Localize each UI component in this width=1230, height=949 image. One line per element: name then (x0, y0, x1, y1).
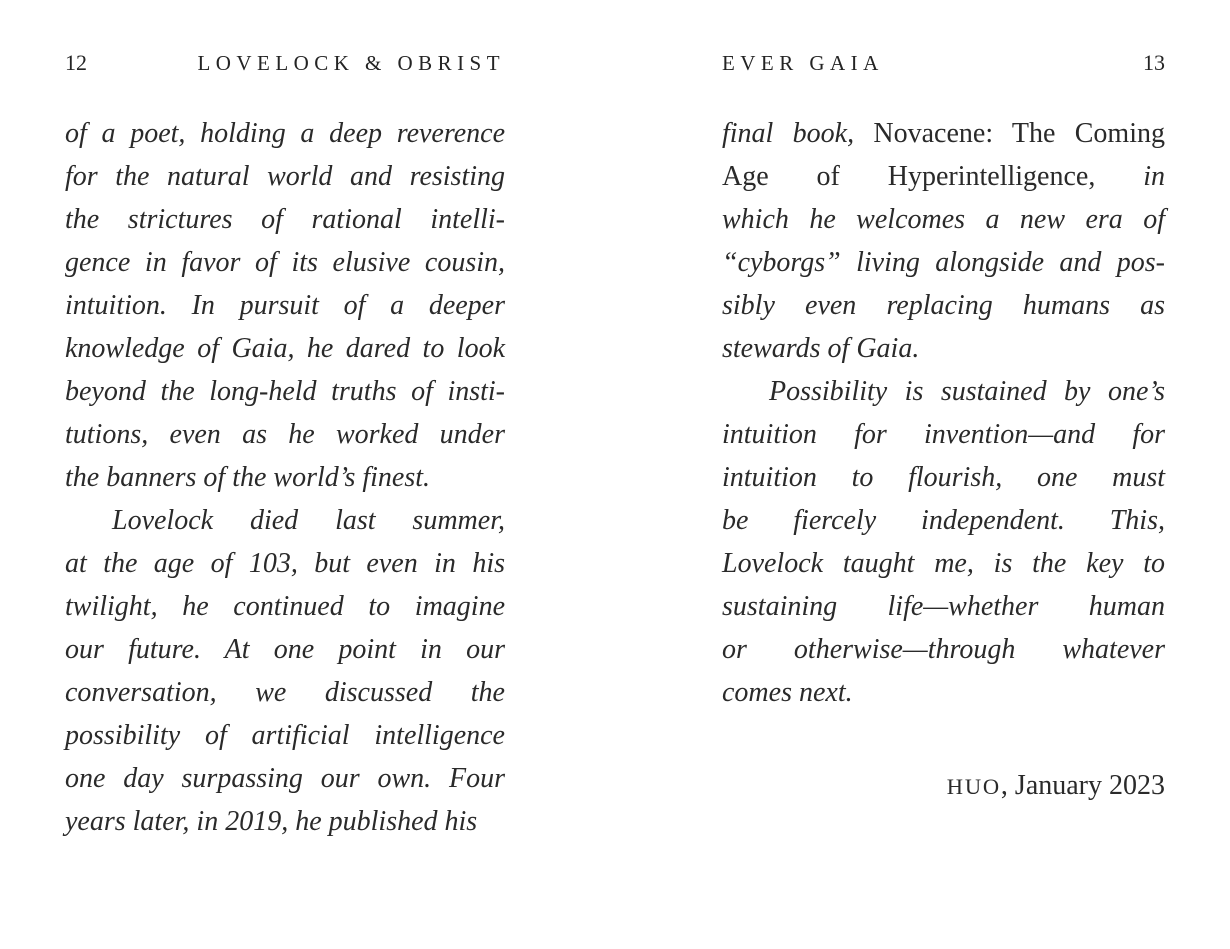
text-line (722, 499, 1165, 542)
italic-text-segment: which he welcomes a new era of (722, 204, 1165, 235)
text-line (65, 370, 505, 413)
signature-initials: HUO (946, 774, 1001, 799)
italic-text-segment: Lovelock taught me, is the key to (722, 548, 1165, 579)
italic-text-segment: of a poet, holding a deep reverence (65, 118, 505, 149)
text-line (65, 714, 505, 757)
italic-text-segment: intuition for invention—and for (722, 419, 1165, 450)
italic-text-segment: be fiercely independent. This, (722, 505, 1165, 536)
text-line (722, 456, 1165, 499)
right-page-body-text (722, 112, 1165, 807)
italic-text-segment: sustaining life—whether human (722, 591, 1165, 622)
text-line (65, 327, 505, 370)
left-page-header (65, 50, 505, 76)
italic-text-segment: comes next. (722, 677, 853, 708)
italic-text-segment: twilight, he continued to imagine (65, 591, 505, 622)
italic-text-segment: tutions, even as he worked under (65, 419, 505, 450)
text-line (65, 628, 505, 671)
running-head: EVER GAIA (722, 51, 884, 75)
italic-text-segment: “cyborgs” living alongside and pos- (722, 247, 1165, 278)
italic-text-segment: the strictures of rational intelli- (65, 204, 505, 235)
text-line (722, 585, 1165, 628)
italic-text-segment: our future. At one point in our (65, 634, 505, 665)
running-head: LOVELOCK & OBRIST (197, 51, 505, 75)
text-line (65, 456, 505, 499)
text-line (65, 585, 505, 628)
italic-text-segment: at the age of 103, but even in his (65, 548, 505, 579)
page-number: 12 (65, 50, 87, 75)
right-page-header (722, 50, 1165, 76)
italic-text-segment: gence in favor of its elusive cousin, (65, 247, 505, 278)
italic-text-segment: in (1095, 161, 1165, 192)
italic-text-segment: possibility of artificial intelligence (65, 720, 505, 751)
roman-text-segment: Age of Hyperintelligence, (722, 161, 1096, 192)
text-line (722, 198, 1165, 241)
italic-text-segment: intuition. In pursuit of a deeper (65, 290, 505, 321)
italic-text-segment: Lovelock died last summer, (112, 505, 505, 536)
roman-text-segment: Novacene: The Coming (854, 118, 1165, 149)
text-line (722, 284, 1165, 327)
page-number: 13 (1143, 50, 1165, 75)
text-line (65, 112, 505, 155)
text-line (65, 499, 505, 542)
italic-text-segment: for the natural world and resisting (65, 161, 505, 192)
text-line (65, 155, 505, 198)
signature-date: , January 2023 (1000, 770, 1165, 801)
italic-text-segment: final book, (722, 118, 855, 149)
text-line (722, 112, 1165, 155)
text-line (65, 284, 505, 327)
text-line (722, 370, 1165, 413)
text-line (65, 671, 505, 714)
text-line (65, 542, 505, 585)
italic-text-segment: one day surpassing our own. Four (65, 763, 505, 794)
text-line (722, 327, 1165, 370)
italic-text-segment: or otherwise—through whatever (722, 634, 1165, 665)
italic-text-segment: sibly even replacing humans as (722, 290, 1165, 321)
text-line (722, 628, 1165, 671)
signature (722, 764, 1165, 807)
text-line (65, 198, 505, 241)
text-line (722, 413, 1165, 456)
italic-text-segment: intuition to flourish, one must (722, 462, 1165, 493)
text-line (65, 413, 505, 456)
text-line (65, 757, 505, 800)
italic-text-segment: stewards of Gaia. (722, 333, 920, 364)
text-line (722, 542, 1165, 585)
italic-text-segment: knowledge of Gaia, he dared to look (65, 333, 505, 364)
text-line (722, 155, 1165, 198)
italic-text-segment: years later, in 2019, he published his (65, 806, 478, 837)
text-line (65, 241, 505, 284)
text-line (65, 800, 505, 843)
text-line (722, 241, 1165, 284)
italic-text-segment: Possibility is sustained by one’s (769, 376, 1165, 407)
text-line (722, 671, 1165, 714)
italic-text-segment: beyond the long-held truths of insti- (65, 376, 505, 407)
italic-text-segment: conversation, we discussed the (65, 677, 505, 708)
left-page-body-text (65, 112, 505, 843)
italic-text-segment: the banners of the world’s finest. (65, 462, 431, 493)
